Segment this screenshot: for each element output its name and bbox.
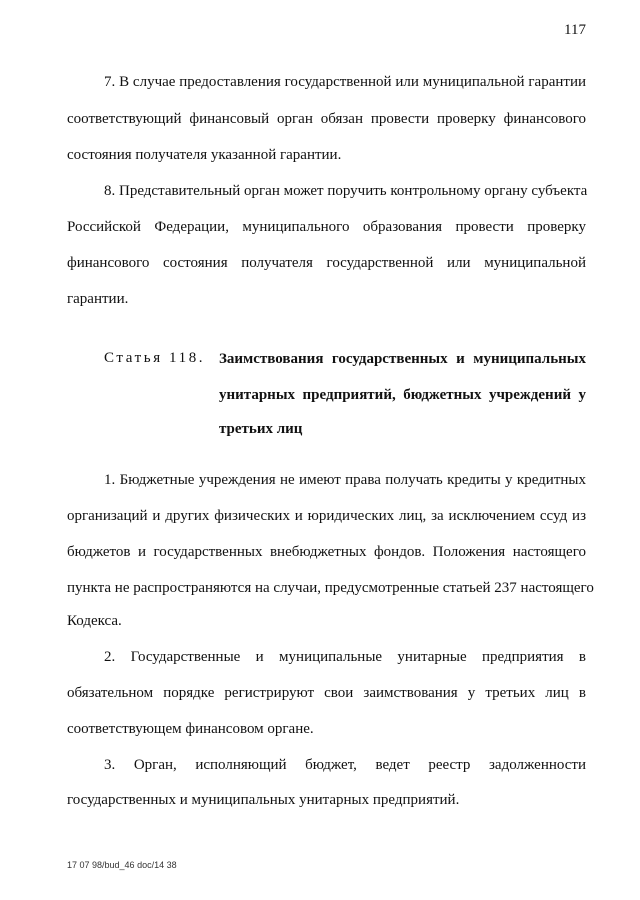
paragraph-2-line-1: 2. Государственные и муниципальные унитарные предприятия в (104, 649, 586, 665)
paragraph-1-line-3: бюджетов и государственных внебюджетных фондов. Положения настоящего (67, 544, 586, 560)
page-number: 117 (564, 22, 586, 38)
paragraph-1-line-5: Кодекса. (67, 613, 122, 629)
paragraph-2-line-2: обязательном порядке регистрируют свои заимствования у третьих лиц в (67, 685, 586, 701)
article-label: Статья 118. (104, 350, 206, 366)
article-title-line-3: третьих лиц (219, 421, 303, 437)
paragraph-1-line-2: организаций и других физических и юридических лиц, за исключением ссуд из (67, 508, 586, 524)
article-title-line-1: Заимствования государственных и муниципальных (219, 351, 586, 367)
paragraph-7-line-1: 7. В случае предоставления государственной или муниципальной гарантии (104, 74, 586, 90)
paragraph-7-line-3: состояния получателя указанной гарантии. (67, 147, 342, 163)
paragraph-8-line-3: финансового состояния получателя государственной или муниципальной (67, 255, 586, 271)
article-title-line-2: унитарных предприятий, бюджетных учреждений у (219, 387, 586, 403)
paragraph-8-line-2: Российской Федерации, муниципального образования провести проверку (67, 219, 586, 235)
paragraph-1-line-4: пункта не распространяются на случаи, предусмотренные статьей 237 настоящего (67, 580, 594, 596)
paragraph-3-line-2: государственных и муниципальных унитарных предприятий. (67, 792, 460, 808)
paragraph-2-line-3: соответствующем финансовом органе. (67, 721, 314, 737)
paragraph-7-line-2: соответствующий финансовый орган обязан провести проверку финансового (67, 111, 586, 127)
paragraph-8-line-4: гарантии. (67, 291, 129, 307)
paragraph-8-line-1: 8. Представительный орган может поручить контрольному органу субъекта (104, 183, 588, 199)
paragraph-3-line-1: 3. Орган, исполняющий бюджет, ведет реестр задолженности (104, 757, 586, 773)
footer-document-code: 17 07 98/bud_46 doc/14 38 (67, 860, 177, 870)
paragraph-1-line-1: 1. Бюджетные учреждения не имеют права получать кредиты у кредитных (104, 472, 586, 488)
